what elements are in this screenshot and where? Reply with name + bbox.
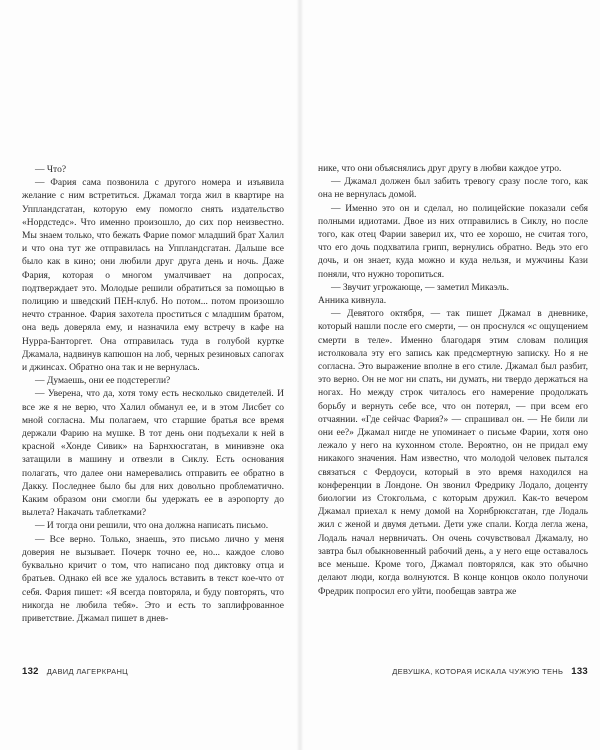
- page-number: 132: [22, 666, 39, 677]
- paragraph: — Джамал должен был забить тревогу сразу после того, как она не вернулась домой.: [318, 177, 588, 201]
- paragraph: Анника кивнула.: [318, 296, 387, 307]
- paragraph: — И тогда они решили, что она должна написать письмо.: [35, 521, 269, 532]
- page-number: 133: [571, 666, 588, 677]
- paragraph: — Все верно. Только, знаешь, это письмо лично у меня доверия не вызывает. Почерк точно ее, но... каждое слово буквально кричит о том, что написано под диктовку отца и братьев. Однако ей все же удалось вставить в текст кое-что от себя. Фария пишет: «Я всегда повторяла, и буду повторять, что никогда не любила тебя». Это и есть то заплифрованное приветствие. Джамал пишет в днев-: [22, 534, 284, 624]
- paragraph-continuation: нике, что они объяснялись друг другу в любви каждое утро.: [318, 164, 562, 174]
- left-page-footer: [22, 666, 128, 677]
- paragraph: — Звучит угрожающе, — заметил Микаэль.: [331, 282, 509, 293]
- paragraph: — Думаешь, они ее подстерегли?: [35, 376, 171, 387]
- right-page-footer: [392, 666, 588, 677]
- paragraph: — Уверена, что да, хотя тому есть несколько свидетелей. И все же я не верю, что Халил обманул ее, и в этом Лисбет со мной согласна. Мы полагаем, что старшие братья все время держали Фарию на мушке. В тот день они подъехали к ней в красной «Хонде Сивик» на Барнхюсгатан, в минивэне ока затащили в машину и отвезли в Сиклу. Есть основания полагать, что далее они намеревались отправить ее обратно в Дакку. Последнее было бы для них довольно проблематично. Каким образом они смогли бы удержать ее в аэропорту до вылета? Накачать таблетками?: [22, 389, 284, 519]
- paragraph: — Что?: [35, 165, 67, 175]
- paragraph: — Девятого октября, — так пишет Джамал в дневнике, который нашли после его смерти, — он проснулся «с ощущением смерти в теле». Именно благодаря этим словам полиция истолковала эту его запись как предсмертную записку. Но я не согласна. Это выражение вполне в его стиле. Джамал был разбит, это верно. Он не мог ни спать, ни думать, ни твердо держаться на ногах. Но между строк читалось его намерение продолжать борьбу и вернуть себе все, что он потерял, — при всем его отчаянии. «Где сейчас Фария?» — спрашивал он. — Не били ли они ее?» Джамал нигде не упоминает о письме Фарии, хотя оно лежало у него на кухонном столе. Вероятно, он не придал ему никакого значения. Нам известно, что молодой человек пытался связаться с Фердоуси, который в это время находился на конференции в Лондоне. Он звонил Фредрику Лодало, доценту биологии из Стокгольма, с которым дружил. Как-то вечером Джамал приехал к нему домой на Хорнбрюксгатан, где Лодаль жил с женой и двумя детьми. Дети уже спали. Когда легла жена, Лодаль начал нервничать. Он очень сочувствовал Джамалу, но завтра был обыкновенный рабочий день, а у него еще оставалось все меньше. Кроме того, Джамал повторялся, как это обычно делают люди, когда волнуются. В конце концов около полуночи Фредрик попросил его уйти, пообещав завтра же: [318, 309, 588, 597]
- paragraph: — Фария сама позвонила с другого номера и изъявила желание с ним встретиться. Джамал тогда жил в квартире на Уппландсгатан, которую ему помогло снять издательство «Нордстедс». Что именно произошло, до сих пор неизвестно. Мы знаем только, что бежать Фарие помог младший брат Халил и что она тут же отправилась на Уппландсгатан. Дальше все было как в кино; они любили друг друга день и ночь. Даже Фария, которая о многом умалчивает на допросах, подтверждает это. Молодые решили обратиться за помощью в полицию и шведский ПЕН-клуб. Но потом... потом произошло нечто странное. Фария захотела проститься с младшим братом, она ведь доверяла ему, и назначила ему встречу в кафе на Нурра-Банторгет. Она отправилась туда в голубой куртке Джамала, надвинув капюшон на лоб, черных резиновых сапогах и джинсах. Обратно она так и не вернулась.: [22, 178, 284, 374]
- right-page: [300, 0, 600, 750]
- left-page-text: [22, 164, 284, 626]
- running-head-author: ДАВИД ЛАГЕРКРАНЦ: [46, 667, 129, 676]
- running-head-title: ДЕВУШКА, КОТОРАЯ ИСКАЛА ЧУЖУЮ ТЕНЬ: [392, 667, 564, 676]
- paragraph: — Именно это он и сделал, но полицейские показали себя полными идиотами. Двое из них отправились в Сиклу, но после того, как отец Фарии заверил их, что ее хорошо, не считая того, что его дочь подхватила грипп, вернулись обратно. Ведь это его дочь, и он знает, куда можно и куда нельзя, и мужчины Кази поняли, что нужно торопиться.: [318, 203, 588, 280]
- right-page-text: [318, 163, 588, 599]
